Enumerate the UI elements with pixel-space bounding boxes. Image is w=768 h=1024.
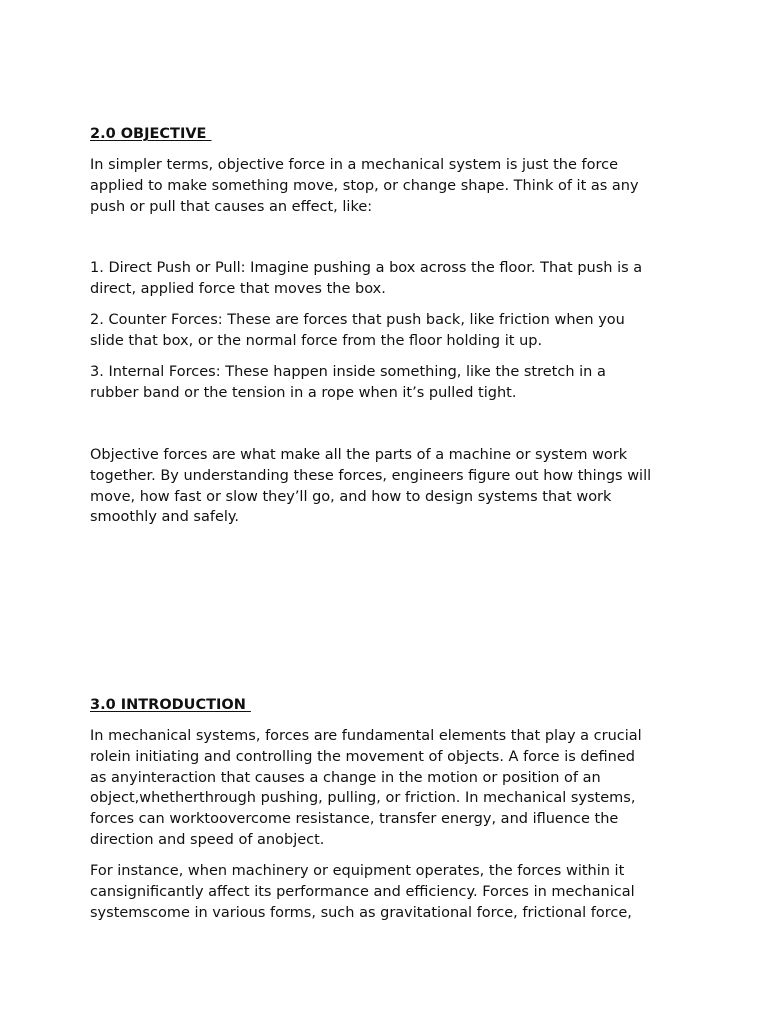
- objective-heading: 2.0 OBJECTIVE: [90, 126, 212, 142]
- introduction-heading: 3.0 INTRODUCTION: [90, 697, 251, 713]
- objective-intro-paragraph: In simpler terms, objective force in a mechanical system is just the force applied to make something move, stop, or change shape. Think of it as any push or pull that causes an effect, like:: [90, 157, 639, 215]
- objective-conclusion-paragraph: Objective forces are what make all the parts of a machine or system work together. By understanding these forces, engineers figure out how things will move, how fast or slow they’ll go, and how to design systems that work smoothly and safely.: [90, 447, 652, 526]
- introduction-paragraph-1: In mechanical systems, forces are fundamental elements that play a crucial rolein initiating and controlling the movement of objects. A force is defined as anyinteraction that causes a change in the motion or position of an object,whetherthrough pushing, pulling, or friction. In mechanical systems, forces can worktoovercome resistance, transfer energy, and ifluence the direction and speed of anobject.: [90, 728, 642, 848]
- objective-item-2: 2. Counter Forces: These are forces that push back, like friction when you slide that box, or the normal force from the floor holding it up.: [90, 312, 625, 349]
- introduction-paragraph-2: For instance, when machinery or equipment operates, the forces within it cansignificantly affect its performance and efficiency. Forces in mechanical systemscome in various forms, such as gravitational force, frictional force,: [90, 863, 635, 921]
- objective-item-3: 3. Internal Forces: These happen inside something, like the stretch in a rubber band or the tension in a rope when it’s pulled tight.: [90, 364, 606, 401]
- objective-item-1: 1. Direct Push or Pull: Imagine pushing a box across the floor. That push is a direct, applied force that moves the box.: [90, 260, 643, 297]
